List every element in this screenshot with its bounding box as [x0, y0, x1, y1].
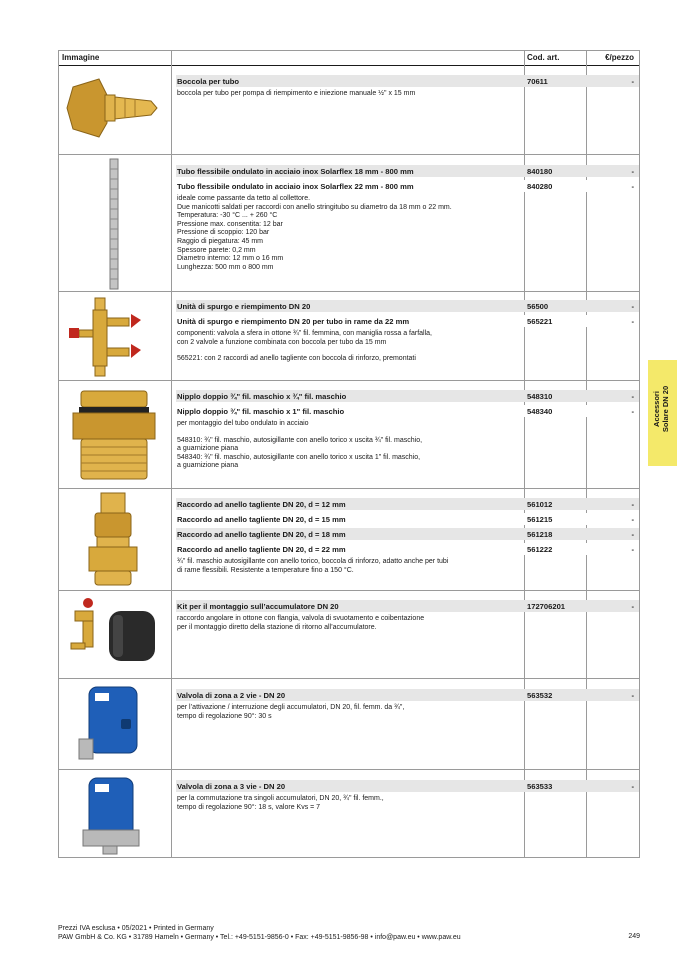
product-image-flush-unit	[59, 292, 171, 380]
product-row: Nipplo doppio ¾" fil. maschio x ¾" fil. maschio 548310 -	[176, 390, 639, 402]
product-section	[59, 381, 639, 489]
product-description: componenti: valvola a sfera in ottone ¾" fil. femmina, con maniglia rossa a farfalla, con 2 valvole a funzione combinata con boccola per tubo da 15 mm 565221: con 2 raccordi ad anello tagliente con boccola di rinforzo, premontati	[177, 330, 433, 363]
product-description: per montaggio del tubo ondulato in acciaio 548310: ¾" fil. maschio, autosigillante con anello torico x uscita ¾" fil. maschio, a guarnizione piana 548340: ¾" fil. maschio, autosigillante con anello torico x uscita 1" fil. maschio, a guarnizione piana	[177, 420, 423, 470]
product-image-hose-nozzle	[59, 65, 171, 154]
product-row: Tubo flessibile ondulato in acciaio inox Solarflex 22 mm - 800 mm 840280 -	[176, 180, 639, 192]
product-row: Boccola per tubo 70611 -	[176, 75, 639, 87]
product-description: per l’attivazione / interruzione degli accumulatori, DN 20, fil. femm. da ¾", tempo di regolazione 90°: 30 s	[177, 704, 405, 720]
product-description: per la commutazione tra singoli accumulatori, DN 20, ¾" fil. femm., tempo di regolazione 90°: 18 s, valore Kvs = 7	[177, 795, 384, 811]
product-description: boccola per tubo per pompa di riempimento e iniezione manuale ½" x 15 mm	[177, 90, 416, 97]
side-tab-line2: Solare DN 20	[661, 385, 670, 433]
product-row: Valvola di zona a 2 vie - DN 20 563532 -	[176, 689, 639, 701]
product-image-compression-fitting	[59, 489, 171, 590]
product-section	[59, 155, 639, 292]
product-row: Raccordo ad anello tagliente DN 20, d = 18 mm 561218 -	[176, 528, 639, 540]
page-footer	[58, 924, 461, 942]
table-header	[59, 51, 639, 66]
product-description: raccordo angolare in ottone con flangia, valvola di svuotamento e coibentazione per il montaggio diretto della stazione di ritorno all’accumulatore.	[177, 615, 425, 631]
product-row: Unità di spurgo e riempimento DN 20 per tubo in rame da 22 mm 565221 -	[176, 315, 639, 327]
product-description: ideale come passante da tetto al collettore. Due manicotti saldati per raccordi con anello stringitubo su diametro da 18 mm o 22 mm. Temperatura: -30 °C ... + 260 °C Pressione max. consentita: 12 bar Pressione di scoppio: 120 bar Raggio di piegatura: 45 mm Spessore parete: 0,2 mm Diametro interno: 12 mm o 16 mm Lunghezza: 500 mm o 800 mm	[177, 195, 452, 271]
header-image: Immagine	[62, 53, 100, 62]
product-section	[59, 489, 639, 591]
page-number: 249	[628, 933, 640, 940]
product-section	[59, 770, 639, 857]
product-row: Kit per il montaggio sull’accumulatore DN 20 172706201 -	[176, 600, 639, 612]
product-row: Tubo flessibile ondulato in acciaio inox Solarflex 18 mm - 800 mm 840180 -	[176, 165, 639, 177]
product-section	[59, 65, 639, 155]
product-row: Raccordo ad anello tagliente DN 20, d = 12 mm 561012 -	[176, 498, 639, 510]
product-image-zone-valve-3way	[59, 770, 171, 857]
product-section	[59, 679, 639, 770]
product-image-storage-kit	[59, 591, 171, 678]
product-image-zone-valve-2way	[59, 679, 171, 769]
product-row: Raccordo ad anello tagliente DN 20, d = 22 mm 561222 -	[176, 543, 639, 555]
header-code: Cod. art.	[527, 53, 560, 62]
product-description: ¾" fil. maschio autosigillante con anello torico, boccola di rinforzo, adatto anche per tubi di rame flessibili. Resistente a temperature fino a 150 °C.	[177, 558, 449, 574]
product-row: Nipplo doppio ¾" fil. maschio x 1" fil. maschio 548340 -	[176, 405, 639, 417]
footer-line2: PAW GmbH & Co. KG • 31789 Hameln • Germany • Tel.: +49-5151-9856-0 • Fax: +49-5151-9856-98 • info@paw.eu • www.paw.eu	[58, 934, 461, 941]
header-price: €/pezzo	[605, 53, 634, 62]
product-row: Unità di spurgo e riempimento DN 20 56500 -	[176, 300, 639, 312]
side-tab-line1: Accessori	[652, 391, 661, 427]
product-row: Raccordo ad anello tagliente DN 20, d = 15 mm 561215 -	[176, 513, 639, 525]
product-image-double-nipple	[59, 381, 171, 488]
product-table	[58, 50, 640, 858]
footer-line1: Prezzi IVA esclusa • 05/2021 • Printed in Germany	[58, 925, 214, 932]
product-section	[59, 292, 639, 381]
product-row: Valvola di zona a 3 vie - DN 20 563533 -	[176, 780, 639, 792]
product-section	[59, 591, 639, 679]
side-category-tab[interactable]	[648, 360, 677, 466]
product-image-flex-hose	[59, 155, 171, 291]
